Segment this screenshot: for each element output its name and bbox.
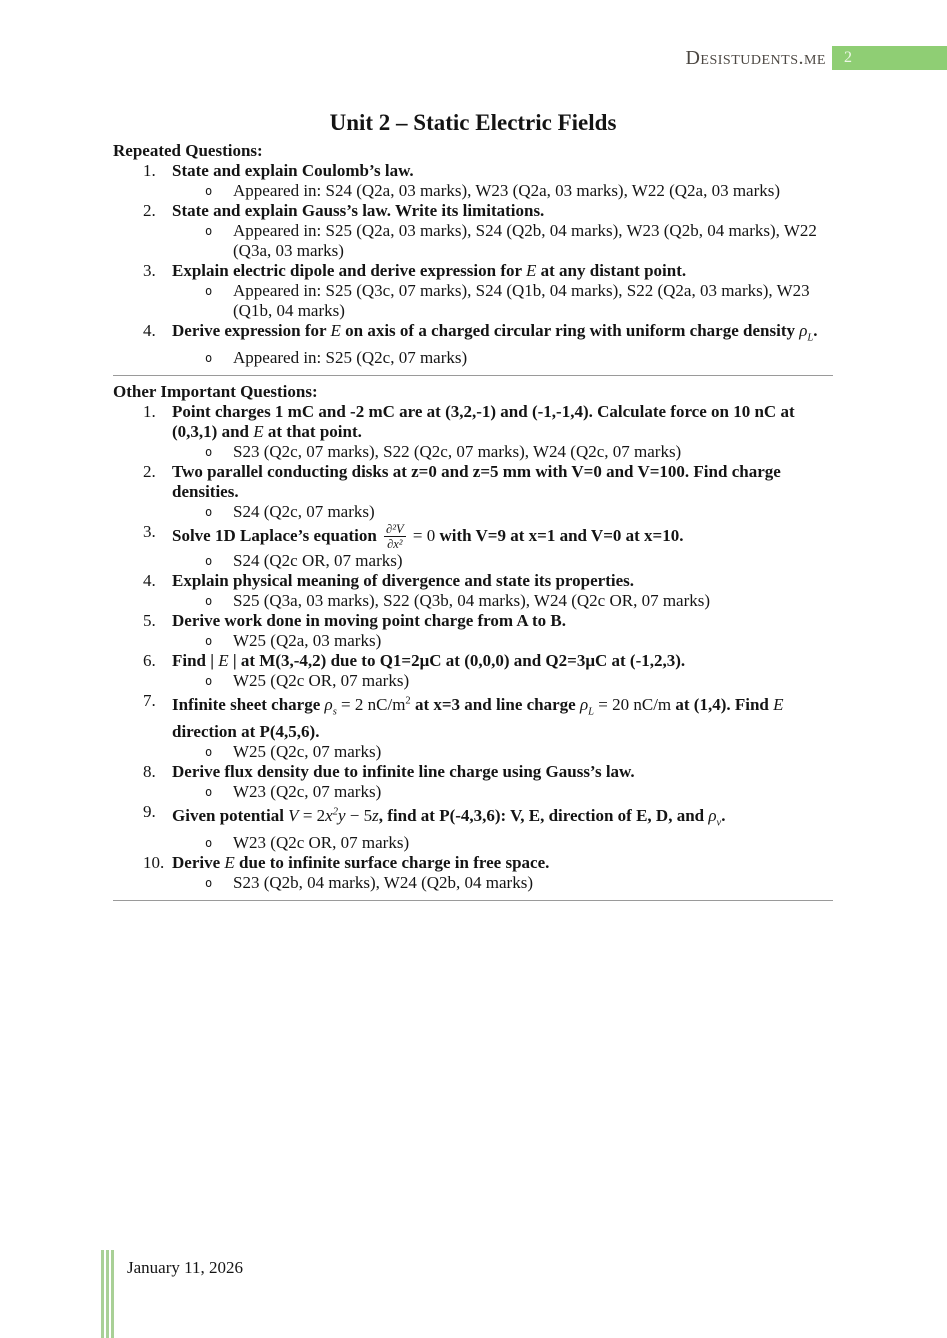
question-body [172,691,833,762]
appearance-text: Appeared in: S25 (Q2a, 03 marks), S24 (Q2b, 04 marks), W23 (Q2b, 04 marks), W22 (Q3a, 03 marks) [233,221,817,260]
appearance-text: S23 (Q2c, 07 marks), S22 (Q2c, 07 marks), W24 (Q2c, 07 marks) [233,442,682,462]
question-text [172,571,634,590]
question-text-segment: z [372,805,379,825]
question-text-segment: 2 [405,695,411,707]
question-text [172,762,635,781]
question-text-segment: at that point. [263,422,362,442]
question-item [113,462,833,522]
question-body [172,571,833,611]
question-text-segment: State and explain Coulomb’s law. [172,161,414,180]
document-content [113,0,833,907]
item-number: 8. [143,762,156,782]
hollow-bullet-icon: o [205,184,213,198]
question-item [113,691,833,762]
question-text-segment: on axis of a charged circular ring with uniform charge density [340,321,800,340]
question-text-segment: | at M(3,-4,2) due to Q1=2μC at (0,0,0) and Q2=3μC at (-1,2,3). [228,651,686,671]
appearance-text: Appeared in: S25 (Q2c, 07 marks) [233,348,468,368]
question-text-segment: V [288,805,299,825]
question-item [113,651,833,691]
question-text-segment: E [218,651,229,671]
hollow-bullet-icon: o [205,445,213,460]
hollow-bullet-icon: o [205,594,213,609]
hollow-bullet-icon: o [205,554,213,569]
question-text-segment: ρ [799,321,808,340]
math-fraction [384,522,406,551]
question-body [172,161,833,201]
question-text-segment: E [773,694,784,714]
appearance-text: W25 (Q2a, 03 marks) [233,631,382,651]
appearance-text: W23 (Q2c OR, 07 marks) [233,833,410,853]
appearance-item [172,782,833,802]
question-text-segment: Given potential [172,805,289,825]
question-text [172,853,549,872]
question-item [113,802,833,853]
question-text-segment: . [813,321,818,340]
item-number: 2. [143,462,156,482]
question-text-segment: = 2 nC/m [336,694,406,714]
item-number: 5. [143,611,156,631]
appearance-text: S24 (Q2c, 07 marks) [233,502,375,522]
item-number: 1. [143,402,156,422]
item-number: 4. [143,571,156,591]
appearance-item [172,348,833,368]
question-text [172,161,414,180]
hollow-bullet-icon: o [205,505,213,520]
item-number: 2. [143,201,156,220]
question-text [172,805,726,829]
question-section [113,382,833,893]
question-text-segment: State and explain Gauss’s law. Write its limitations. [172,201,545,220]
question-item [113,522,833,571]
appearance-item [172,442,833,462]
hollow-bullet-icon: o [205,836,213,851]
question-text-segment: Explain electric dipole and derive expression for [172,261,526,280]
item-number: 10. [143,853,165,873]
hollow-bullet-icon: o [205,634,213,649]
question-text-segment: = 20 nC/m [594,694,672,714]
hollow-bullet-icon: o [205,224,213,238]
question-text [172,695,784,741]
appearance-item [172,591,833,611]
question-text [172,201,544,220]
question-text [172,321,818,344]
question-item [113,321,833,368]
question-text-segment: Solve 1D Laplace’s equation [172,525,382,545]
question-item [113,853,833,893]
question-body [172,853,833,893]
appearance-text: W25 (Q2c OR, 07 marks) [233,671,410,691]
question-text-segment: = 2 [298,805,326,825]
question-body [172,321,833,368]
appearance-item [172,833,833,853]
appearance-text: W25 (Q2c, 07 marks) [233,742,382,762]
appearance-item [172,742,833,762]
question-text-segment: E [253,422,264,442]
question-text-segment: Find | [172,651,219,671]
question-text-segment: ρ [324,694,333,714]
question-text-segment: Two parallel conducting disks at z=0 and z=5 mm with V=0 and V=100. Find charge densities. [172,462,781,502]
item-number: 4. [143,321,156,340]
question-text-segment: Derive [172,853,225,873]
question-text-segment: L [807,332,814,344]
appearance-item [172,551,833,571]
question-text-segment: Derive work done in moving point charge from A to B. [172,611,566,631]
question-text-segment: Explain physical meaning of divergence and state its properties. [172,571,634,591]
question-text-segment: direction at P(4,5,6). [172,722,320,742]
question-body [172,462,833,522]
question-text-segment: ρ [708,805,717,825]
question-text-segment: due to infinite surface charge in free space. [234,853,550,873]
question-section [113,141,833,368]
question-body [172,402,833,462]
question-body [172,802,833,853]
question-body [172,522,833,571]
question-text-segment: E [526,261,537,280]
question-body [172,201,833,261]
question-text-segment: . [721,805,726,825]
hollow-bullet-icon: o [205,351,213,366]
question-text [172,402,795,441]
question-text-segment: v [716,817,722,829]
section-heading: Other Important Questions: [113,382,318,402]
question-body [172,261,833,321]
question-text-segment: Derive flux density due to infinite line charge using Gauss’s law. [172,762,635,782]
question-item [113,402,833,462]
question-text [172,611,566,630]
appearance-item [172,873,833,893]
item-number: 9. [143,802,156,822]
appearance-text: S25 (Q3a, 03 marks), S22 (Q3b, 04 marks), W24 (Q2c OR, 07 marks) [233,591,711,611]
section-heading: Repeated Questions: [113,141,263,160]
question-text-segment: L [588,706,595,718]
question-item [113,261,833,321]
question-text-segment: , find at P(-4,3,6): V, E, direction of E, D, and [378,805,709,825]
hollow-bullet-icon: o [205,284,213,298]
page-title: Unit 2 – Static Electric Fields [329,110,617,135]
hollow-bullet-icon: o [205,876,213,891]
appearance-text: S23 (Q2b, 04 marks), W24 (Q2b, 04 marks) [233,873,533,893]
question-text-segment: s [332,706,337,718]
appearance-text: S24 (Q2c OR, 07 marks) [233,551,403,571]
appearance-text: Appeared in: S24 (Q2a, 03 marks), W23 (Q2a, 03 marks), W22 (Q2a, 03 marks) [233,181,781,200]
hollow-bullet-icon: o [205,745,213,760]
question-text-segment: ρ [579,694,589,714]
question-text-segment: 2 [332,806,338,818]
section-divider [113,375,833,376]
item-number: 6. [143,651,156,671]
question-text [172,261,686,280]
question-body [172,762,833,802]
question-body [172,651,833,691]
question-text [172,522,684,551]
appearance-text: W23 (Q2c, 07 marks) [233,782,382,802]
item-number: 3. [143,261,156,280]
section-divider [113,900,833,901]
footer-date: January 11, 2026 [127,1258,243,1277]
question-text-segment: Infinite sheet charge [172,694,325,714]
question-text-segment: with V=9 at x=1 and V=0 at x=10. [435,525,684,545]
item-number: 3. [143,522,156,542]
question-item [113,762,833,802]
fraction-numerator: ∂²V [386,522,404,537]
appearance-item [172,631,833,651]
page-number-badge: 2 [832,46,947,70]
appearance-item [172,181,833,201]
item-number: 1. [143,161,156,180]
question-text-segment: E [330,321,341,340]
appearance-item [172,502,833,522]
question-text-segment: at (1,4). Find [671,694,774,714]
item-number: 7. [143,691,156,711]
question-text-segment: Point charges 1 mC and -2 mC are at (3,2,-1) and (-1,-1,4). Calculate force on 10 nC at (0,3,1) and [172,402,795,442]
question-text [172,462,781,501]
hollow-bullet-icon: o [205,674,213,689]
footer-bars-decoration-icon [101,1250,114,1338]
question-text-segment: Derive expression for [172,321,331,340]
question-item [113,161,833,201]
question-text-segment: E [224,853,235,873]
question-text-segment: at x=3 and line charge [410,694,580,714]
site-name: Desistudents.me [685,47,826,69]
appearance-item [172,221,833,261]
appearance-text: Appeared in: S25 (Q3c, 07 marks), S24 (Q1b, 04 marks), S22 (Q2a, 03 marks), W23 (Q1b, 04 marks) [233,281,810,320]
question-item [113,571,833,611]
question-text-segment: x [325,805,333,825]
hollow-bullet-icon: o [205,785,213,800]
sections-container [113,141,833,901]
fraction-denominator: ∂x² [387,536,403,551]
question-text-segment: = 0 [408,525,436,545]
question-text [172,651,685,670]
question-text-segment: at any distant point. [536,261,687,280]
question-body [172,611,833,651]
appearance-item [172,671,833,691]
question-text-segment: − 5 [345,805,373,825]
question-item [113,201,833,261]
page-footer [101,1250,243,1338]
question-text-segment: y [337,805,346,825]
question-item [113,611,833,651]
appearance-item [172,281,833,321]
